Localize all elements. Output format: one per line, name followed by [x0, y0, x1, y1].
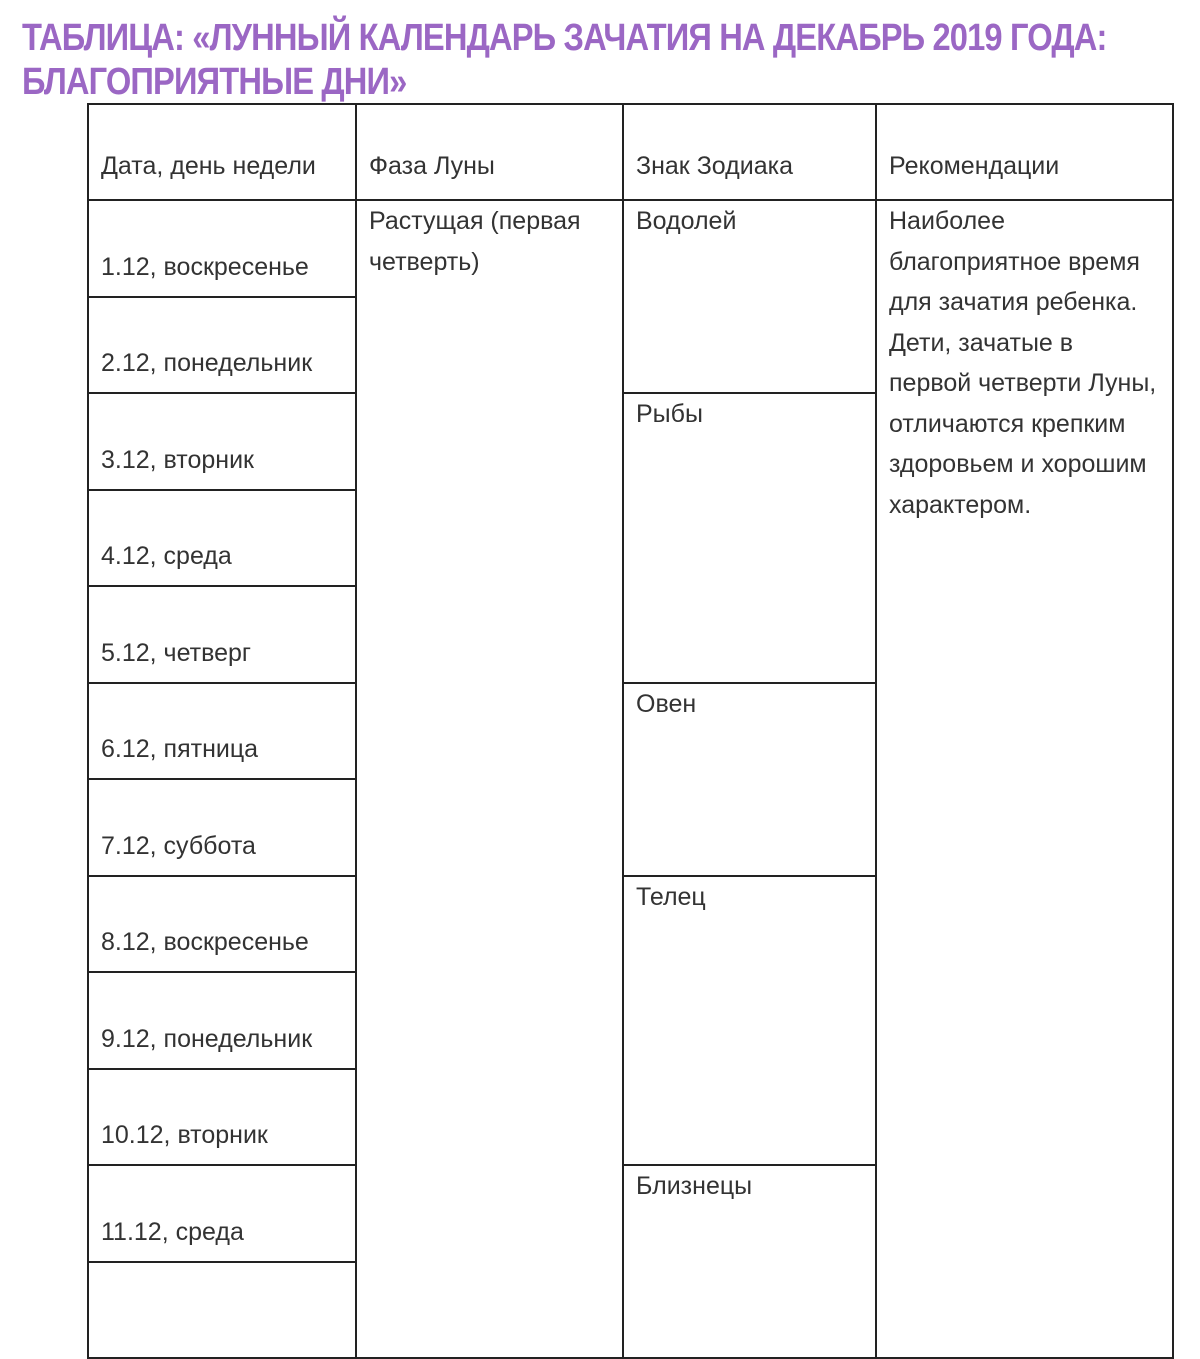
moon-phase-cell: Растущая (первая четверть) — [356, 200, 623, 1358]
date-cell: 3.12, вторник — [88, 393, 356, 490]
table-row — [88, 200, 1173, 297]
lunar-calendar-table — [87, 103, 1174, 1359]
date-cell — [88, 1262, 356, 1359]
date-cell: 1.12, воскресенье — [88, 200, 356, 297]
zodiac-cell: Рыбы — [623, 393, 876, 683]
date-cell: 11.12, среда — [88, 1165, 356, 1262]
zodiac-cell: Водолей — [623, 200, 876, 393]
date-cell: 10.12, вторник — [88, 1069, 356, 1166]
header-cell-moon-phase: Фаза Луны — [356, 104, 623, 200]
date-cell: 8.12, воскресенье — [88, 876, 356, 973]
recommendation-cell: Наиболее благоприятное время для зачатия ребенка. Дети, зачатые в первой четверти Луны, отличаются крепким здоровьем и хорошим характером. — [876, 200, 1173, 1358]
zodiac-cell: Телец — [623, 876, 876, 1166]
date-cell: 2.12, понедельник — [88, 297, 356, 394]
header-cell-recommendations: Рекомендации — [876, 104, 1173, 200]
header-cell-date: Дата, день недели — [88, 104, 356, 200]
zodiac-cell: Овен — [623, 683, 876, 876]
title-line-2: БЛАГОПРИЯТНЫЕ ДНИ» — [22, 61, 407, 103]
title-line-1: ТАБЛИЦА: «ЛУННЫЙ КАЛЕНДАРЬ ЗАЧАТИЯ НА ДЕКАБРЬ 2019 ГОДА: — [22, 17, 1107, 59]
date-cell: 7.12, суббота — [88, 779, 356, 876]
header-cell-zodiac: Знак Зодиака — [623, 104, 876, 200]
zodiac-cell: Близнецы — [623, 1165, 876, 1358]
page-title — [22, 16, 1107, 104]
date-cell: 5.12, четверг — [88, 586, 356, 683]
date-cell: 4.12, среда — [88, 490, 356, 587]
date-cell: 6.12, пятница — [88, 683, 356, 780]
date-cell: 9.12, понедельник — [88, 972, 356, 1069]
table-header-row — [88, 104, 1173, 200]
